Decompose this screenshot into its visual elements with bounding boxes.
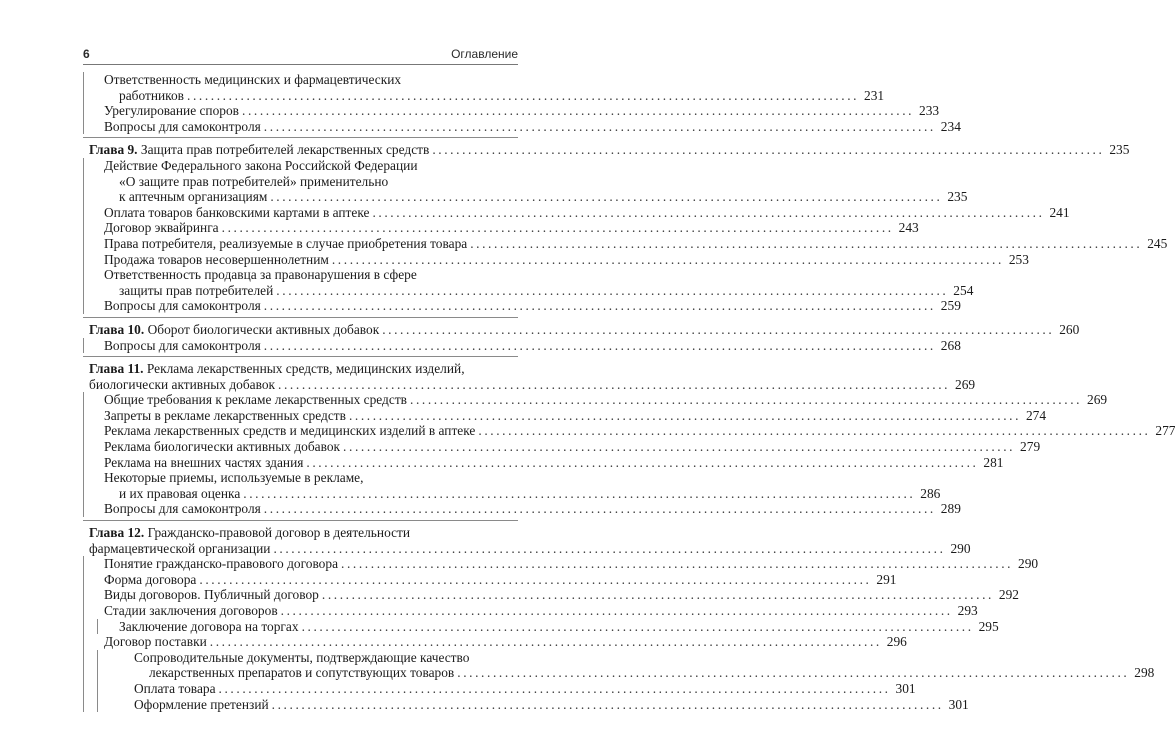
toc-entry: Реклама лекарственных средств и медицинских изделий в аптеке ................................................................................................................. 277 xyxy=(104,423,1175,439)
toc-entry: Стадии заключения договоров ................................................................................................................. 293 xyxy=(104,603,978,618)
toc-entry: защиты прав потребителей ................................................................................................................. 254 xyxy=(119,282,974,298)
toc-block-ch8-tail xyxy=(83,72,961,134)
table-of-contents xyxy=(83,72,1175,712)
section-divider xyxy=(83,137,518,138)
toc-entry: работников ................................................................................................................. 231 xyxy=(119,87,885,103)
toc-entry: и их правовая оценка ................................................................................................................. 286 xyxy=(119,485,941,501)
running-header xyxy=(83,47,518,65)
toc-entry: к аптечным организациям ................................................................................................................. 235 xyxy=(119,189,968,205)
toc-subblock-stages xyxy=(83,618,999,635)
toc-entry: Вопросы для самоконтроля ................................................................................................................. 259 xyxy=(104,298,961,314)
toc-block-ch11 xyxy=(83,392,1175,517)
section-divider xyxy=(83,317,518,318)
toc-entry: Урегулирование споров ................................................................................................................. 233 xyxy=(104,103,940,119)
toc-entry: Некоторые приемы, используемые в рекламе, xyxy=(104,470,364,486)
toc-entry: Понятие гражданско-правового договора ................................................................................................................. 290 xyxy=(104,556,1039,572)
toc-entry: Ответственность продавца за правонарушения в сфере xyxy=(104,267,417,283)
toc-entry: Оплата товара ................................................................................................................. 301 xyxy=(134,680,916,696)
toc-entry: Запреты в рекламе лекарственных средств ................................................................................................................. 274 xyxy=(104,407,1047,423)
toc-entry: Форма договора ................................................................................................................. 291 xyxy=(104,571,897,587)
toc-entry: Оформление претензий ................................................................................................................. 301 xyxy=(134,696,969,712)
toc-entry: Действие Федерального закона Российской Федерации xyxy=(104,157,418,173)
toc-entry: Реклама биологически активных добавок ................................................................................................................. 279 xyxy=(104,439,1041,455)
toc-entry: Вопросы для самоконтроля ................................................................................................................. 234 xyxy=(104,118,961,134)
toc-entry: Договор поставки ................................................................................................................. 296 xyxy=(104,634,907,650)
section-divider xyxy=(83,520,518,521)
section-divider xyxy=(83,356,518,357)
toc-entry: «О защите прав потребителей» применительно xyxy=(119,173,389,189)
toc-entry: Вопросы для самоконтроля ................................................................................................................. 289 xyxy=(104,501,961,517)
toc-entry: лекарственных препаратов и сопутствующих товаров ................................................................................................................. 298 xyxy=(149,665,1155,681)
chapter-heading: Глава 11. Реклама лекарственных средств, медицинских изделий, xyxy=(89,361,465,377)
chapter-heading-cont: фармацевтической организации ................................................................................................................. 290 xyxy=(89,540,971,556)
header-rule xyxy=(83,64,518,65)
toc-block-ch10 xyxy=(83,337,961,354)
toc-entry: Реклама на внешних частях здания ................................................................................................................. 281 xyxy=(104,454,1004,470)
running-title: Оглавление xyxy=(451,47,518,61)
chapter-heading: Глава 9. Защита прав потребителей лекарственных средств ................................................................................................................. 235 xyxy=(89,142,1130,158)
toc-entry: Оплата товаров банковскими картами в аптеке ................................................................................................................. 241 xyxy=(104,204,1070,220)
toc-entry: Ответственность медицинских и фармацевтических xyxy=(104,72,402,87)
chapter-heading: Глава 10. Оборот биологически активных добавок ................................................................................................................. 260 xyxy=(89,321,1080,337)
toc-block-ch9 xyxy=(83,157,1168,314)
toc-subblock-supply xyxy=(83,649,1155,712)
chapter-heading-cont: биологически активных добавок ................................................................................................................. 269 xyxy=(89,376,976,392)
toc-entry: Сопроводительные документы, подтверждающие качество xyxy=(134,649,470,665)
toc-entry: Продажа товаров несовершеннолетним ................................................................................................................. 253 xyxy=(104,251,1029,267)
toc-entry: Права потребителя, реализуемые в случае приобретения товара ................................................................................................................. 245 xyxy=(104,235,1168,251)
page-number: 6 xyxy=(83,47,90,61)
toc-block-ch12 xyxy=(83,556,1155,712)
toc-entry: Общие требования к рекламе лекарственных средств ................................................................................................................. 269 xyxy=(104,392,1108,408)
toc-entry: Заключение договора на торгах ................................................................................................................. 295 xyxy=(119,618,999,634)
chapter-heading: Глава 12. Гражданско-правовой договор в деятельности xyxy=(89,525,411,541)
toc-entry: Договор эквайринга ................................................................................................................. 243 xyxy=(104,220,919,236)
toc-entry: Виды договоров. Публичный договор ................................................................................................................. 292 xyxy=(104,587,1019,603)
toc-entry: Вопросы для самоконтроля ................................................................................................................. 268 xyxy=(104,337,961,353)
